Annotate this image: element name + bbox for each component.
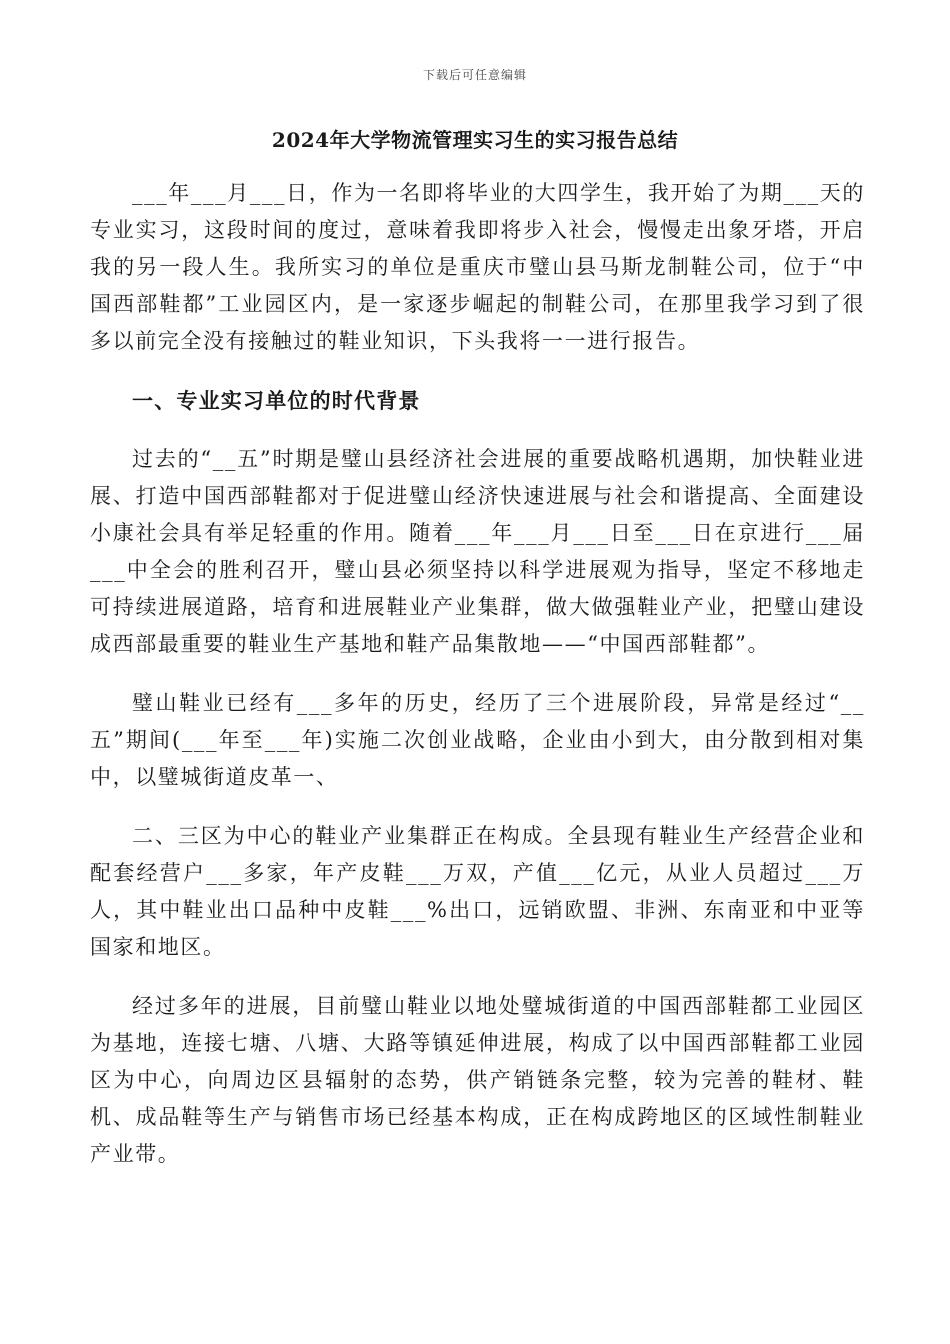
paragraph-history: 璧山鞋业已经有___多年的历史，经历了三个进展阶段，异常是经过“__五”期间(___年至___年)实施二次创业战略，企业由小到大，由分散到相对集中，以璧城街道皮革一、 (90, 691, 865, 789)
paragraph-intro: ___年___月___日，作为一名即将毕业的大四学生，我开始了为期___天的专业实习，这段时间的度过，意味着我即将步入社会，慢慢走出象牙塔，开启我的另一段人生。我所实习的单位是重庆市璧山县马斯龙制鞋公司，位于“中国西部鞋都”工业园区内，是一家逐步崛起的制鞋公司，在那里我学习到了很多以前完全没有接触过的鞋业知识，下头我将一一进行报告。 (90, 181, 865, 353)
document-title: 2024年大学物流管理实习生的实习报告总结 (271, 128, 679, 152)
header-note: 下载后可任意编辑 (422, 68, 527, 82)
section-heading: 一、专业实习单位的时代背景 (132, 388, 421, 413)
paragraph-industry-cluster: 二、三区为中心的鞋业产业集群正在构成。全县现有鞋业生产经营企业和配套经营户___多家，年产皮鞋___万双，产值___亿元，从业人员超过___万人，其中鞋业出口品种中皮鞋___%出口，远销欧盟、非洲、东南亚和中亚等国家和地区。 (90, 824, 865, 959)
paragraph-background: 过去的“__五”时期是璧山县经济社会进展的重要战略机遇期，加快鞋业进展、打造中国西部鞋都对于促进璧山经济快速进展与社会和谐提高、全面建设小康社会具有举足轻重的作用。随着___年___月___日至___日在京进行___届___中全会的胜利召开，璧山县必须坚持以科学进展观为指导，坚定不移地走可持续进展道路，培育和进展鞋业产业集群，做大做强鞋业产业，把璧山建设成西部最重要的鞋业生产基地和鞋产品集散地——“中国西部鞋都”。 (90, 447, 865, 656)
document-body (90, 175, 865, 1195)
paragraph-development: 经过多年的进展，目前璧山鞋业以地处璧城街道的中国西部鞋都工业园区为基地，连接七塘、八塘、大路等镇延伸进展，构成了以中国西部鞋都工业园区为中心，向周边区县辐射的态势，供产销链条完整，较为完善的鞋材、鞋机、成品鞋等生产与销售市场已经基本构成，正在构成跨地区的区域性制鞋业产业带。 (90, 994, 865, 1166)
